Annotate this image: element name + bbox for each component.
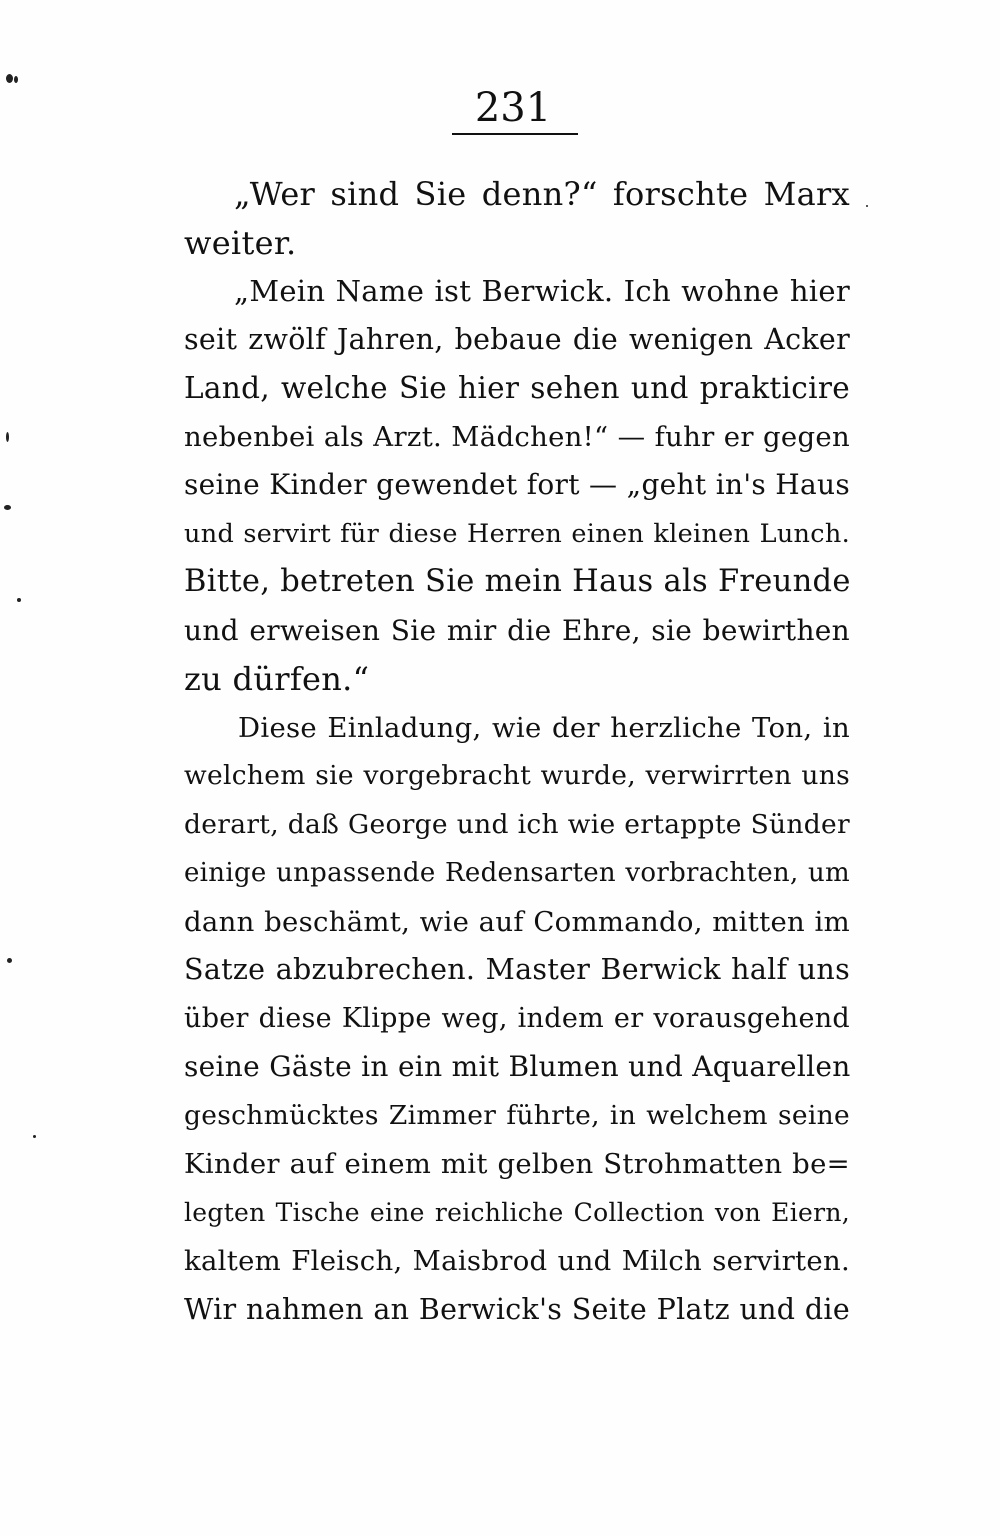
scan-speck <box>866 205 868 207</box>
scan-speck <box>6 74 13 83</box>
text-line: über diese Klippe weg, indem er vorausgehend <box>184 1002 850 1034</box>
text-line: seit zwölf Jahren, bebaue die wenigen Acker <box>184 322 850 356</box>
page-number-rule <box>452 133 578 135</box>
text-line: und servirt für diese Herren einen kleinen Lunch. <box>184 518 850 549</box>
text-line: geschmücktes Zimmer führte, in welchem seine <box>184 1099 850 1131</box>
scan-speck <box>6 432 9 442</box>
text-line: Satze abzubrechen. Master Berwick half uns <box>184 953 850 986</box>
page-number: 231 <box>474 85 552 131</box>
text-line: Diese Einladung, wie der herzliche Ton, in <box>238 711 850 744</box>
text-line: nebenbei als Arzt. Mädchen!“ — fuhr er gegen <box>184 420 850 453</box>
text-line: zu dürfen.“ <box>184 660 370 698</box>
text-line: Wir nahmen an Berwick's Seite Platz und die <box>184 1292 850 1326</box>
body-text <box>184 170 850 1334</box>
text-line: dann beschämt, wie auf Commando, mitten im <box>184 905 850 938</box>
scan-speck <box>4 505 11 510</box>
text-line: seine Gäste in ein mit Blumen und Aquarellen <box>184 1050 851 1083</box>
text-line: Land, welche Sie hier sehen und prakticire <box>184 371 850 405</box>
scan-speck <box>17 598 21 602</box>
text-line: legten Tische eine reichliche Collection von Eiern, <box>184 1197 850 1227</box>
text-line: Bitte, betreten Sie mein Haus als Freunde <box>184 564 851 599</box>
scan-speck <box>14 76 18 83</box>
scan-speck <box>7 958 12 963</box>
text-line: welchem sie vorgebracht wurde, verwirrten uns <box>184 760 850 791</box>
text-line: weiter. <box>184 223 297 262</box>
text-line: „Mein Name ist Berwick. Ich wohne hier <box>234 274 850 308</box>
text-line: „Wer sind Sie denn?“ forschte Marx <box>234 175 850 213</box>
scan-speck <box>33 1135 36 1138</box>
text-line: derart, daß George und ich wie ertappte Sünder <box>184 808 850 840</box>
text-line: seine Kinder gewendet fort — „geht in's Haus <box>184 468 850 501</box>
text-line: einige unpassende Redensarten vorbrachten, um <box>184 858 850 888</box>
text-line: kaltem Fleisch, Maisbrod und Milch servirten. <box>184 1245 850 1277</box>
text-line: Kinder auf einem mit gelben Strohmatten be= <box>184 1148 850 1180</box>
text-line: und erweisen Sie mir die Ehre, sie bewirthen <box>184 613 850 647</box>
